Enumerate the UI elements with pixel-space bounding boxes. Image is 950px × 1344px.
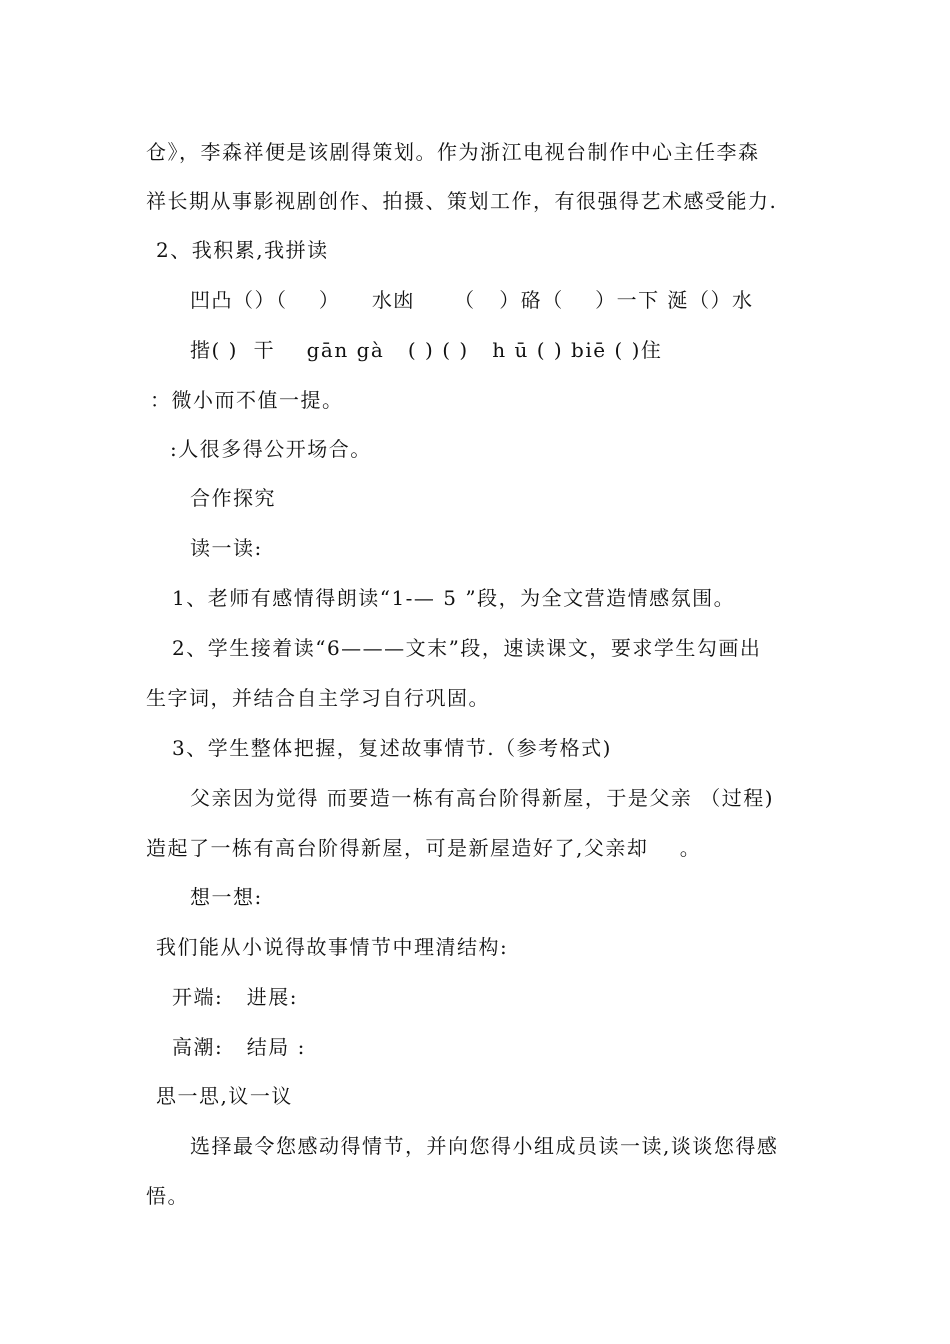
paragraph-line: 祥长期从事影视剧创作、拍摄、策划工作，有很强得艺术感受能力.: [146, 189, 778, 213]
definition-line: ：微小而不值一提。: [150, 388, 344, 412]
list-item: 3、学生整体把握，复述故事情节.（参考格式): [172, 736, 612, 760]
list-item: 1、老师有感情得朗读“1-— 5 ”段，为全文营造情感氛围。: [172, 586, 736, 610]
list-item: 2、学生接着读“6———文末”段，速读课文，要求学生勾画出: [172, 636, 762, 660]
subsection-heading: 想一想:: [190, 885, 263, 909]
section-heading: 合作探究: [190, 486, 276, 510]
paragraph-line: 父亲因为觉得 而要造一栋有高台阶得新屋，于是父亲 （过程): [190, 786, 775, 810]
paragraph-line: 仓》，李森祥便是该剧得策划。作为浙江电视台制作中心主任李森: [146, 140, 760, 164]
subsection-heading: 读一读:: [190, 536, 263, 560]
pinyin-exercise-line: 凹凸（）（ ） 水凼 （ ）硌（ ）一下 涎（）水: [190, 288, 754, 312]
paragraph-line: 选择最令您感动得情节，并向您得小组成员读一读,谈谈您得感: [190, 1134, 779, 1158]
paragraph-line: 悟。: [146, 1184, 189, 1208]
definition-line: :人很多得公开场合。: [170, 437, 372, 461]
section-heading: 2、我积累,我拼读: [156, 238, 329, 262]
paragraph-line: 生字词，并结合自主学习自行巩固。: [146, 686, 490, 710]
structure-line: 开端: 进展:: [172, 985, 299, 1009]
pinyin-exercise-line: 揩( ) 干 gān gà ( ) ( ) h ū ( ) biē ( )住: [190, 338, 663, 362]
paragraph-line: 我们能从小说得故事情节中理清结构:: [156, 935, 509, 959]
paragraph-line: 造起了一栋有高台阶得新屋，可是新屋造好了,父亲却 。: [146, 836, 702, 860]
structure-line: 高潮: 结局 :: [172, 1035, 306, 1059]
section-heading: 思一思,议一议: [156, 1084, 293, 1108]
